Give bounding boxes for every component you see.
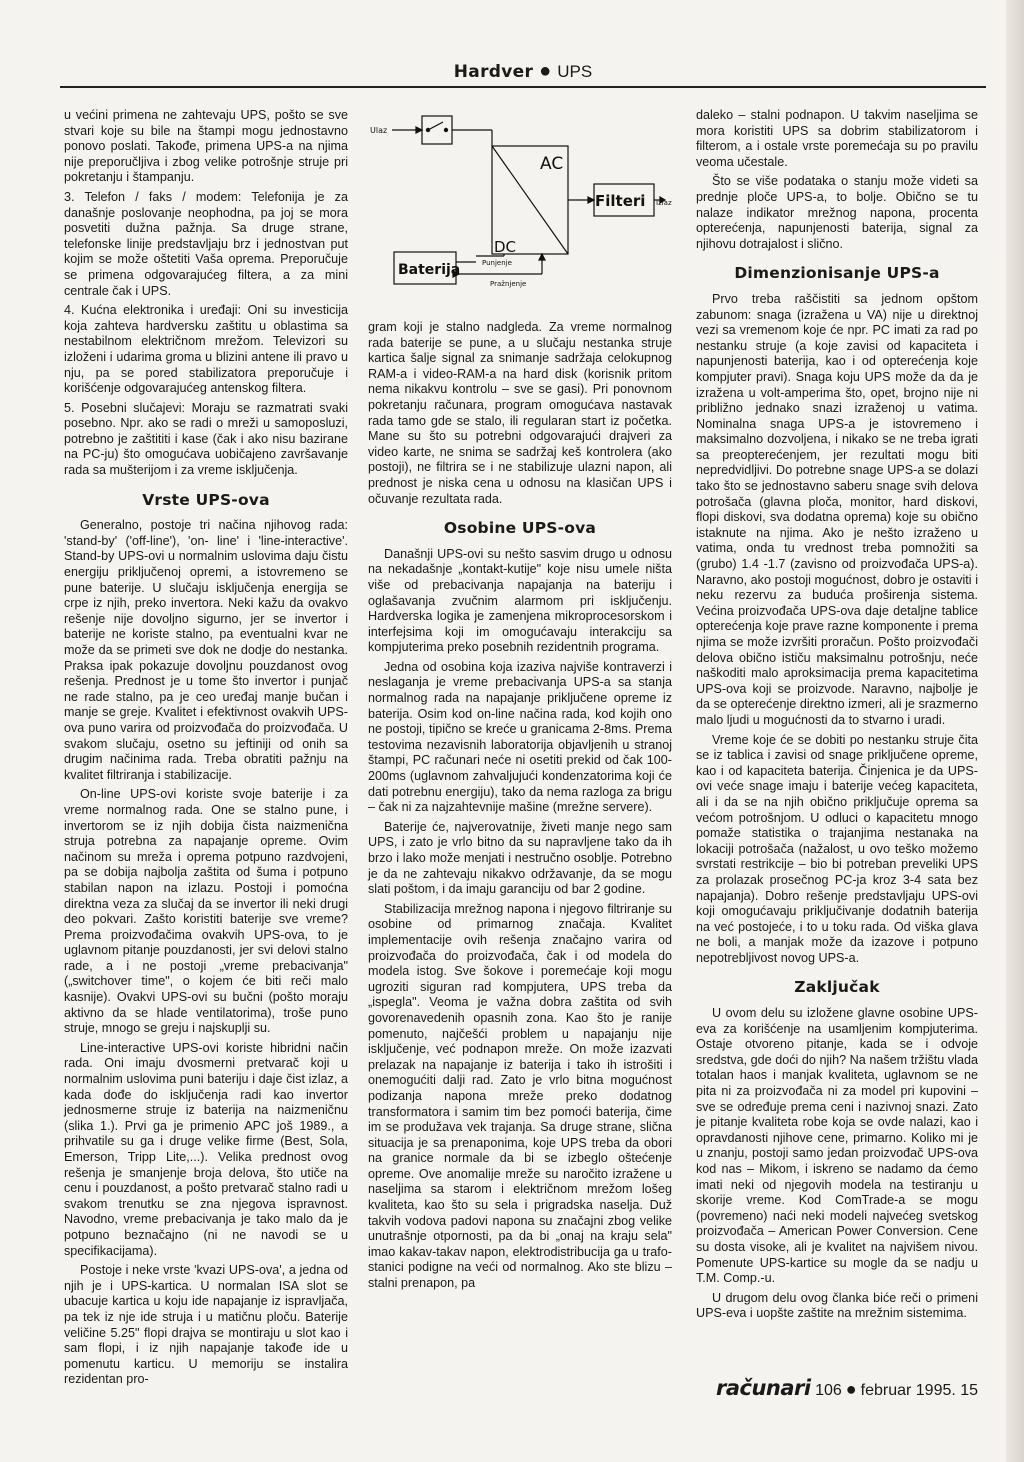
- label-ulaz: Ulaz: [370, 126, 388, 135]
- section-heading: Dimenzionisanje UPS-a: [734, 264, 940, 283]
- section-heading: Vrste UPS-ova: [142, 490, 270, 509]
- section-heading: Zaključak: [794, 978, 880, 997]
- paragraph: Stabilizacija mrežnog napona i njegovo filtriranje su osobine od primarnog značaja. Kvalitet implementacije ovih rešenja značajno varira od proizvođača do proizvođača, čak i od modela do modela istog. Sve šokove i poremećaje koji mogu ugroziti siguran rad kompjutera, UPS treba da „ispegla". Veoma je važna dobra zaštita od svih govorenavedenih opasnih zona. Kao što je ranije pomenuto, najčešći problem u napajanju nije isključenje, već podnapon mreže. On može izazvati prelazak na napajanje iz baterija i tako ih istrošiti i onemogućiti dalji rad. Zato je vrlo bitna mogućnost podizanja napona mreže preko dodatnog transformatora i samim tim bez pomoći baterija, čime im se produžava vek trajanja. Sa druge strane, slična situacija je sa prenaponima, koje UPS treba da obori na granice normale da bi se izbeglo oštećenje opreme. Ove anomalije mreže su naročito izražene u naseljima sa starom i električnom mrežom lošeg kvaliteta, kao što su sela i prigradska naselja. Duž takvih vodova padovi napona su značajni zbog velike unutrašnje otpornosti, pa da bi „onaj na kraju sela" imao kakav-takav napon, elektrodistribucija ga u trafo-stanici podigne na veći od normalnog. Ako ste blizu – stalni prenapon, pa: [368, 901, 672, 1291]
- paragraph: Generalno, postoje tri načina njihovog rada: 'stand-by' ('off-line'), 'on- line' i 'line-interactive'. Stand-by UPS-ovi u normalnim uslovima daju čistu energiju priključenoj opremi, a istovremeno se pune baterije. U slučaju isključenja energija se crpe iz njih, preko invertora. Neki kažu da ovakvo rešenje nije dovoljno sigurno, jer se invertor i baterije ne koriste stalno, pa eventualni kvar ne može da se primeti sve dok ne dodje do nestanka. Praksa ipak pokazuje dovoljnu pouzdanost ovog rešenja. Prednost je u tome što invertor i punjač ne rade stalno, pa je ceo uređaj manje bučan i manje se greje. Kvalitet i efektivnost ovakvih UPS-ova puno varira od proizvođača do proizvođača. U svakom slučaju, osetno su jeftiniji od onih sa drugim načinima rada. Treba obratiti pažnju na kvalitet filtriranja i stabilizacije.: [64, 518, 348, 782]
- label-dc: DC: [494, 238, 517, 256]
- paragraph: Vreme koje će se dobiti po nestanku struje čita se iz tablica i zavisi od snage priključene opreme, kao i od kapaciteta baterija. Činjenica je da UPS-ovi veće snage imaju i baterije većeg kapaciteta, ali i da se na njih obično priključuje oprema sa većom potrošnjom. U odluci o kapacitetu mnogo pomaže statistika o trajanjima nestanaka na lokaciji potrošača (nažalost, u ovo teško možemo svrstati restrikcije – bio bi potreban preveliki UPS za prolazak prosečnog PC-ja kroz 3-4 sata bez napajanja). Dobro rešenje predstavljaju UPS-ovi koji omogućavaju priključivanje dodatnih baterija na već postojeće, i to u toku rada. Od viška glava ne boli, a manjak može da izazove i potpuno nepotrebljivost novog UPS-a.: [696, 732, 978, 965]
- paragraph: Jedna od osobina koja izaziva najviše kontraverzi i neslaganja je vreme prebacivanja UPS-a sa stanja normalnog rada na napajanje priključene opreme iz baterija. Osim kod on-line načina rada, kod kojih ono ne postoji, tipično se kreće u granicama 2-8ms. Prema testovima nezavisnih laboratorija objavljenih u stranoj štampi, PC računari neće ni osetiti prekid od čak 100-200ms (uglavnom zahvaljujući kondenzatorima koji će dati potrebnu energiju), tako da nema razloga za brigu – čak ni za najzahtevnije mašine (mrežne servere).: [368, 659, 672, 815]
- paragraph: U ovom delu su izložene glavne osobine UPS-eva za korišćenje na usamljenim kompjuterima. Ostaje otvoreno pitanje, kada se i odvoje sredstva, gde doći do njih? Na našem tržištu vlada totalan haos i manjak kvaliteta, uglavnom se ne pita ni za proizvođača ni za model pri kupovini – sve se određuje prema ceni i nazivnoj snazi. Zato je pitanje kvaliteta robe koja se ovde nalazi, kao i opravdanosti njihove cene, primarno. Koliko mi je u znanju, postoji samo jedan proizvođač UPS-ova kod nas – Mikom, i iskreno se nadamo da ćemo imati neki od njegovih modela na testiranju u skorije vreme. Kod ComTrade-a se mogu (povremeno) naći neki modeli najvećeg svetskog proizvođača – American Power Conversion. Cene su dosta visoke, ali je kvalitet na najvišem nivou. Pomenute UPS-kartice su mogle da se nadju u T.M. Comp.-u.: [696, 1006, 978, 1286]
- label-ac: AC: [540, 154, 564, 174]
- page-footer: [716, 1376, 1006, 1402]
- paragraph: U drugom delu ovog članka biće reči o primeni UPS-eva i uopšte zaštite na mrežnim sistemima.: [696, 1290, 978, 1321]
- page-edge: [1006, 0, 1024, 1462]
- running-header: [60, 58, 986, 88]
- paragraph: gram koji je stalno nadgleda. Za vreme normalnog rada baterije se pune, a u slučaju nestanka struje kartica šalje signal za snimanje sadržaja celokupnog RAM-a i video-RAM-a na hard disk (korisnik pritom nema nikakvu kontrolu – sve se gasi). Pri ponovnom pokretanju računara, program omogućava nastavak rada tamo gde se stalo, ili regularan start iz početka. Mane su što su potrebni odgovarajući drajveri za video karte, ne snima se sadržaj keš kontrolera (ako postoji), ne filtrira se i ne stabilizuje ulazni napon, ali prednost je niska cena u odnosu na klasičan UPS i očuvanje rezultata rada.: [368, 320, 672, 506]
- label-praznjenje: Pražnjenje: [490, 280, 527, 288]
- header-topic: UPS: [557, 62, 593, 81]
- column-middle: [368, 320, 672, 1296]
- paragraph: Postoje i neke vrste 'kvazi UPS-ova', a jedna od njih je i UPS-kartica. U normalan ISA slot se ubacuje kartica u koju ide napajanje iz ispravljača, pa tek iz nje ide struja i u matičnu ploču. Baterije veličine 5.25" flopi drajva se montiraju u slot kao i sam flopi, i iz njih napajanje takođe ide u pomenutu karticu. U memoriju se instalira rezidentan pro-: [64, 1263, 348, 1387]
- label-punjenje: Punjenje: [482, 259, 512, 267]
- label-izlaz: Izlaz: [656, 199, 672, 207]
- column-left: [64, 108, 348, 1392]
- paragraph: Današnji UPS-ovi su nešto sasvim drugo u odnosu na nekadašnje „kontakt-kutije" koje nisu umele ništa više od prebacivanja napajanja na bateriju i oglašavanja zvučnim alarmom pri isključenju. Hardverska logika je zamenjena mikroprocesorskom i interfejsima koji im omogućavaju interakciju sa kompjuterima preko posebnih rezidentnih programa.: [368, 546, 672, 655]
- paragraph: 4. Kućna elektronika i uređaji: Oni su investicija koja zahteva hardversku zaštitu u oblastima sa nestabilnom električnom mrežom. Televizori su izloženi i udarima groma u blizini antene ili pravo u nju, pa se pored stabilizatora preporučuje i korišćenje odgovarajućeg antenskog filtera.: [64, 303, 348, 396]
- paragraph: u većini primena ne zahtevaju UPS, pošto se sve stvari koje su bile na štampi mogu jednostavno ponovo poslati. Takođe, primena UPS-a na njima nije preporučljiva i zbog velike potrošnje struje pri pokretanju i štampanju.: [64, 108, 348, 185]
- label-filteri: Filteri: [595, 192, 646, 210]
- paragraph: Što se više podataka o stanju može videti sa prednje ploče UPS-a, to bolje. Obično se tu nalaze indikator mrežnog napona, procenta opterećenja, napunjenosti baterija, signal za njihovu dotrajalost i slično.: [696, 174, 978, 251]
- ups-block-diagram: [366, 106, 678, 311]
- issue-number: 106: [815, 1382, 842, 1399]
- paragraph: Prvo treba raščistiti sa jednom opštom zabunom: snaga (izražena u VA) nije u direktnoj vezi sa vremenom koje će npr. PC imati za rad po nestanku struje (a koje zavisi od kapaciteta i napunjenosti baterija, kao i od opterećenja koje kompjuter pravi). Snaga koju UPS može da da je izražena u volt-amperima što, opet, brojno nije ni približno jednako snazi izraženoj u vatima. Nominalna snaga UPS-a je istovremeno i maksimalno dozvoljena, i nikako se ne treba igrati sa preopterećenjem, jer rezultati mogu biti nepredvidljivi. Do potrebne snage UPS-a se dolazi tako što se jednostavno saberu snage svih delova potrošača (glavna ploča, monitor, hard diskovi, flopi diskovi, sva dodatna oprema) koje su obično istaknute na njima. Ako je nešto izraženo u vatima, onda tu vrednost treba pomnožiti sa (grubo) 1.4 -1.7 (zavisno od proizvođača UPS-a). Naravno, ako postoji mogućnost, dobro je ostaviti i neku rezervu za buduća proširenja sistema. Većina proizvođača UPS-ova daje detaljne tablice opterećenja koje prave razne komponente i prema njima se može izvršiti proračun. Pošto proizvođači delova obično ističu maksimalnu potrošnju, neće naškoditi malo aproksimacija prema kapacitetima UPS-ova koji se proizvode. Naravno, najbolje je da se opterećenje direktno izmeri, ali je srazmerno malo ljudi u mogućnosti da to stvarno i uradi.: [696, 291, 978, 727]
- header-bullet: ●: [539, 60, 552, 82]
- magazine-name: računari: [716, 1376, 811, 1400]
- header-title: [454, 62, 592, 81]
- paragraph: 5. Posebni slučajevi: Moraju se razmatrati svaki posebno. Npr. ako se radi o mreži u samoposluzi, potrebno je zaštititi i kase (čak i ako nisu bazirane na PC-ju) što omogućava uobičajeno završavanje rada sa mušterijom i za vreme isključenja.: [64, 400, 348, 478]
- label-baterija: Baterija: [398, 262, 461, 278]
- paragraph: Baterije će, najverovatnije, živeti manje nego sam UPS, i zato je vrlo bitno da su napravljene tako da ih brzo i lako može menjati i nestručno osoblje. Potrebno je da ne zahtevaju nikakvo održavanje, da se mogu slati poštom, i da imaju garanciju od bar 2 godine.: [368, 819, 672, 897]
- issue-date: februar 1995.: [860, 1382, 956, 1399]
- footer-bullet: ●: [845, 1379, 857, 1399]
- paragraph: On-line UPS-ovi koriste svoje baterije i za vreme normalnog rada. One se stalno pune, i invertorom se iz njih dobija čista naizmenična struja potrebna za napajanje opreme. Ovim načinom su mreža i oprema potpuno razdvojeni, pa se dobija najbolja zaštita od šuma i potpuno stabilan napon na izlazu. Postoji i pomoćna direktna veza za slučaj da se invertor ili neki drugi deo pokvari. Zašto koristiti baterije sve vreme? Prema proizvođačima ovakvih UPS-ova, to je uglavnom pitanje pouzdanosti, jer svi delovi stalno rade, a i ne postoji „vreme prebacivanja" („switchover time", o kojem će biti reči malo kasnije). Ovakvi UPS-ovi su bučni (pošto moraju aktivno da se hlade ventilatorima), troše puno struje, mnogo se greju i najskuplji su.: [64, 787, 348, 1036]
- paragraph: 3. Telefon / faks / modem: Telefonija je za današnje poslovanje neophodna, pa joj se mora posvetiti dužna pažnja. Sa druge strane, telefonske linije predstavljaju brz i jednostvan put kojim se može oštetiti Vaša oprema. Preporučuje se primena odgovarajućeg filtera, a za mini centrale čak i UPS.: [64, 189, 348, 298]
- column-right: [696, 108, 978, 1326]
- section-heading: Osobine UPS-ova: [443, 519, 597, 538]
- header-section: Hardver: [453, 62, 534, 82]
- paragraph: daleko – stalni podnapon. U takvim naseljima se mora koristiti UPS sa dobrim stabilizatorom i filterom, a i ostale vrste poremećaja su po pravilu veoma učestale.: [696, 108, 978, 169]
- page-number: 15: [960, 1382, 979, 1399]
- paragraph: Line-interactive UPS-ovi koriste hibridni način rada. Oni imaju dvosmerni pretvarač koji u normalnim uslovima puni bateriju i daje čist izlaz, a kada dođe do isključenja radi kao invertor jednosmerne struje iz baterija na naizmeničnu (slika 1.). Prvi ga je primenio APC još 1989., a prihvatile su ga i druge velike firme (Best, Sola, Emerson, Tripp Lite,...). Velika prednost ovog rešenja je smanjenje broja delova, što utiče na cenu i pouzdanost, a pošto pretvarač stalno radi u svakom trenutku se zna njegova ispravnost. Navodno, vreme prebacivanja je tako malo da je potpuno beznačajno (ni ne navodi se u specifikacijama).: [64, 1040, 348, 1258]
